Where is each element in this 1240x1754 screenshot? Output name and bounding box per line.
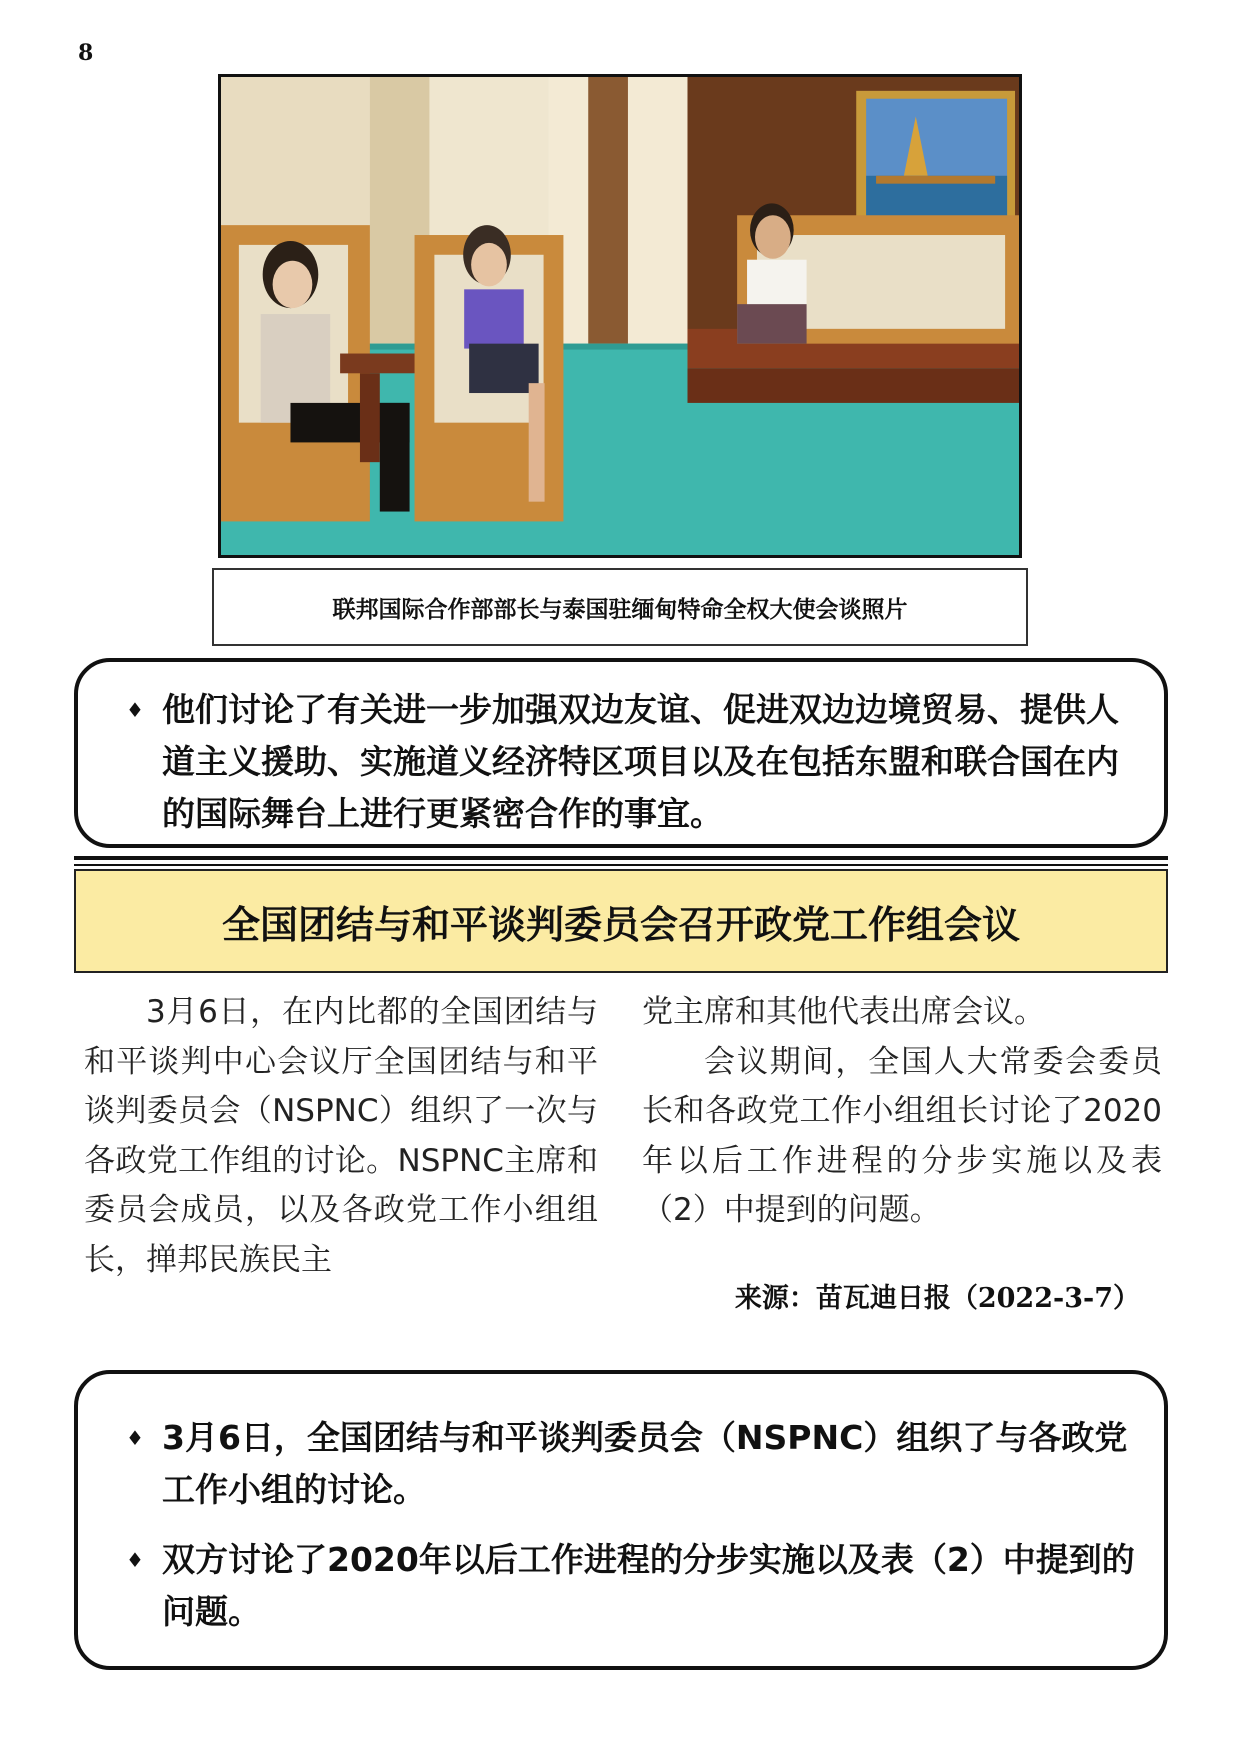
article-paragraph: 会议期间，全国人大常委会委员长和各政党工作小组组长讨论了2020年以后工作进程的分步实施以及表（2）中提到的问题。 [642,1043,1162,1229]
summary-box-top [74,658,1168,848]
summary-bullet [126,1534,1144,1638]
article-continuation: 党主席和其他代表出席会议。 [642,994,1045,1030]
summary-box-bottom [74,1370,1168,1670]
summary-bullet [126,684,1144,840]
diamond-bullet-icon: ♦ [126,1426,144,1450]
diamond-bullet-icon: ♦ [126,698,144,722]
summary-bullet-text: 3月6日，全国团结与和平谈判委员会（NSPNC）组织了与各政党工作小组的讨论。 [162,1418,1128,1509]
diamond-bullet-icon: ♦ [126,1548,144,1572]
summary-bullet-text: 他们讨论了有关进一步加强双边友谊、促进双边边境贸易、提供人道主义援助、实施道义经济特区项目以及在包括东盟和联合国在内的国际舞台上进行更紧密合作的事宜。 [162,690,1119,833]
meeting-photo [218,74,1022,558]
summary-bullet [126,1412,1144,1516]
section-divider [74,856,1168,860]
summary-bullet-text: 双方讨论了2020年以后工作进程的分步实施以及表（2）中提到的问题。 [162,1540,1135,1631]
photo-caption [212,568,1028,646]
section-divider-thin [74,864,1168,866]
article-left-column: 3月6日，在内比都的全国团结与和平谈判中心会议厅全国团结与和平谈判委员会（NSPNC）组织了一次与各政党工作组的讨论。NSPNC主席和委员会成员，以及各政党工作小组组长，掸邦民族民主 [84,994,598,1278]
article-right-column [642,988,1162,1236]
headline-text: 全国团结与和平谈判委员会召开政党工作组会议 [221,902,1020,947]
photo-caption-text: 联邦国际合作部部长与泰国驻缅甸特命全权大使会谈照片 [332,595,908,623]
page-number: 8 [78,40,94,66]
article-source: 来源：苗瓦迪日报（2022-3-7） [734,1283,1140,1314]
article-headline [74,869,1168,973]
